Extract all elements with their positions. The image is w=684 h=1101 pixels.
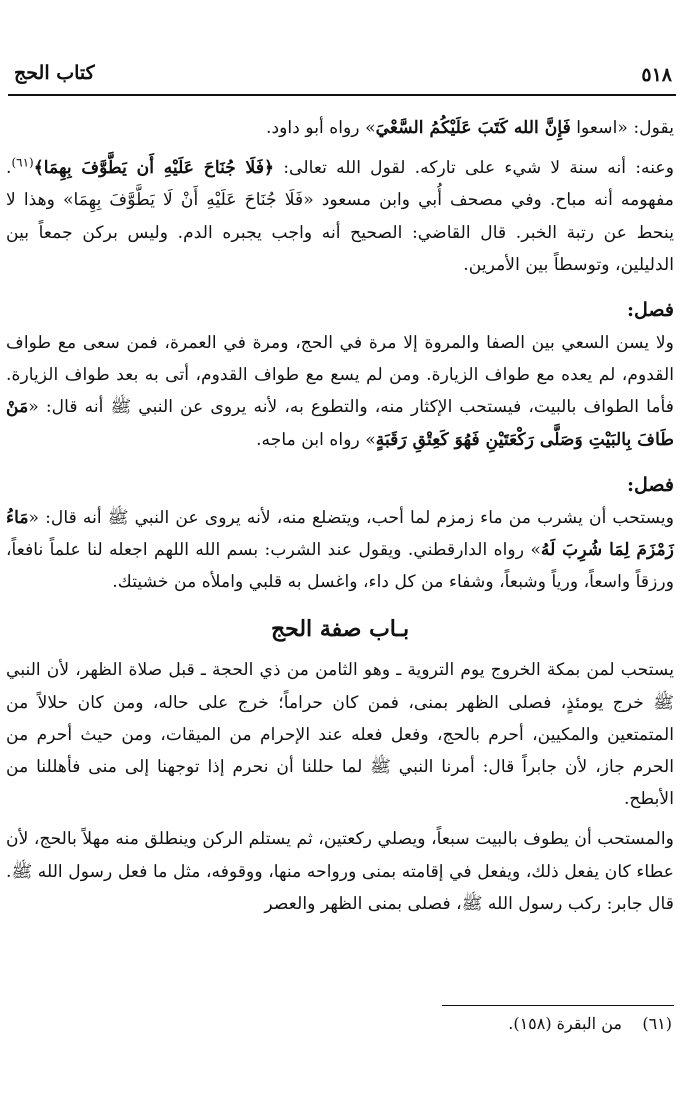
text-run: يقول: «اسعوا <box>570 118 674 138</box>
text-run: » رواه أبو داود. <box>266 118 376 138</box>
text-run: . مفهومه أنه مباح. وفي مصحف أُبي وابن مسعود «فَلَا جُنَاحَ عَلَيْهِ أَنْ لَا يَطَّوَّفَ بِهِمَا» وهذا لا ينحط عن رتبة الخبر. قال القاضي: الصحيح أنه واجب يجبره الدم. وليس بركن جمعاً بين الدليلين، وتوسطاً بين الأمرين. <box>6 158 674 275</box>
text-run: ويستحب أن يشرب من ماء زمزم لما أحب، ويتضلع منه، لأنه يروى عن النبي ﷺ أنه قال: « <box>28 507 674 528</box>
chapter-title: بـاب صفة الحج <box>270 616 410 643</box>
quotation: مَنْ طَافَ بِالبَيْتِ وَصَلَّى رَكْعَتَيْنِ فَهُوَ كَعِتْقِ رَقَبَةٍ <box>6 397 674 450</box>
paragraph <box>6 502 674 599</box>
section-heading: فصل: <box>627 473 674 496</box>
quotation: مَاءُ زَمْزَمَ لِمَا شُرِبَ لَهُ <box>6 507 674 561</box>
paragraph <box>6 654 674 815</box>
footnote-marker: (٦١) <box>11 155 34 170</box>
footnote-text: من البقرة (١٥٨). <box>508 1014 622 1033</box>
footnote-number: (٦١) <box>642 1014 672 1033</box>
text-run: يستحب لمن بمكة الخروج يوم التروية ـ وهو الثامن من ذي الحجة ـ قبل صلاة الظهر، لأن النبي ﷺ خرج يومئذٍ، فصلى الظهر بمنى، فمن كان حراماً؛ خرج على حاله، ومن كان حلالاً من المتمتعين والمكيين، أحرم بالحج، وفعل فعله عند الإحرام من الميقات، ومن حيث أحرم من الحرم جاز، لأن جابراً قال: أمرنا النبي ﷺ لما حللنا أن نحرم إذا توجهنا إلى منى فأهللنا من الأبطح. <box>6 660 674 810</box>
section-heading: فصل: <box>627 299 674 322</box>
quotation: فَإِنَّ الله كَتَبَ عَلَيْكُمُ السَّعْيَ <box>375 118 571 138</box>
paragraph <box>6 112 674 144</box>
running-title: كتاب الحج <box>14 62 95 84</box>
paragraph <box>6 327 674 456</box>
text-run: ولا يسن السعي بين الصفا والمروة إلا مرة في الحج، ومرة في العمرة، فمن سعى مع طواف القدوم، لم يعده مع طواف الزيارة. ومن لم يسع مع طواف القدوم، أتى به بعد طواف الزيارة. فأما الطواف بالبيت، فيستحب الإكثار منه، والتطوع به، لأنه يروى عن النبي ﷺ أنه قال: « <box>6 333 674 418</box>
footnote-separator <box>442 1005 674 1006</box>
paragraph <box>6 152 674 281</box>
page-header <box>8 58 676 96</box>
text-run: وعنه: أنه سنة لا شيء على تاركه. لقول الله تعالى: <box>274 158 674 179</box>
paragraph-gap <box>6 144 674 152</box>
text-run: » رواه الدارقطني. ويقول عند الشرب: بسم الله اللهم اجعله لنا علماً نافعاً، ورزقاً واسعاً، ورياً وشبعاً، وشفاء من كل داء، واغسل به قلبي واملأه من خشيتك. <box>6 540 674 593</box>
page-body <box>6 112 674 920</box>
paragraph-gap <box>6 815 674 823</box>
quotation: ﴿فَلَا جُنَاحَ عَلَيْهِ أَن يَطَّوَّفَ بِهِمَا﴾ <box>33 158 275 179</box>
text-run: » رواه ابن ماجه. <box>256 429 376 450</box>
text-run: والمستحب أن يطوف بالبيت سبعاً، ويصلي ركعتين، ثم يستلم الركن وينطلق منه مهلاً بالحج، لأن عطاء كان يفعل ذلك، ويفعل في إقامته بمنى ورواحه منها، ووقوفه، مثل ما فعل رسول الله ﷺ. قال جابر: ركب رسول الله ﷺ، فصلى بمنى الظهر والعصر <box>6 829 674 914</box>
paragraph <box>6 823 674 920</box>
footnote <box>508 1012 672 1036</box>
page-number: ٥١٨ <box>641 64 672 86</box>
